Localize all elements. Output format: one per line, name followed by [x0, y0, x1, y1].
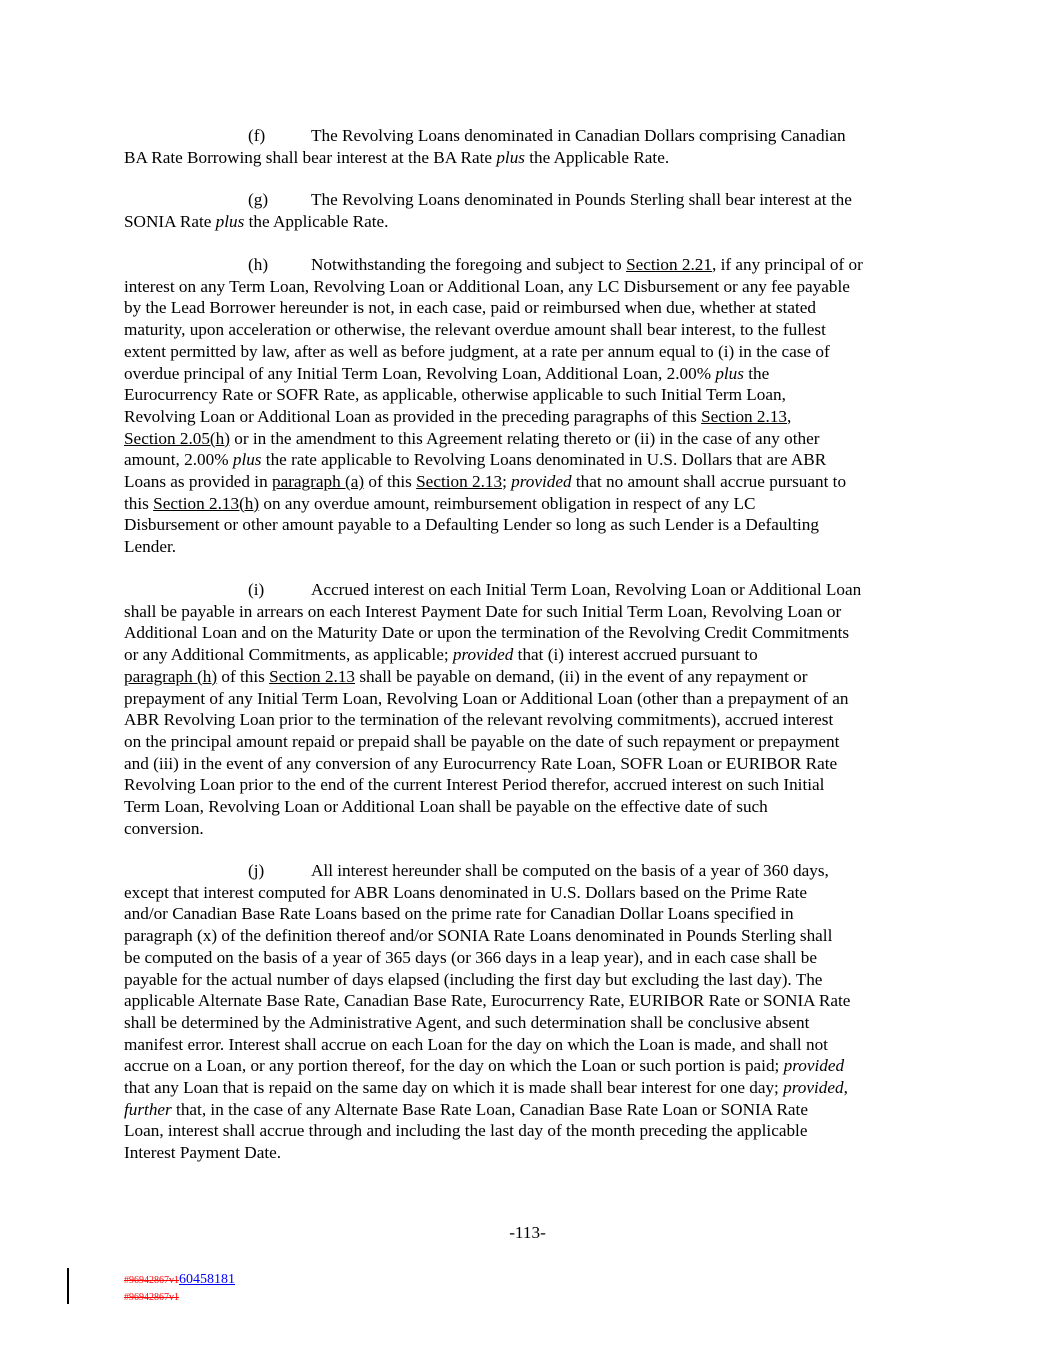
revision-change-bar: [67, 1268, 69, 1304]
section-reference: Section 2.13: [269, 666, 356, 686]
paragraph-label: (g): [248, 190, 269, 209]
paragraph-label: (j): [248, 861, 265, 880]
paragraph-i: (i) Accrued interest on each Initial Term Loan, Revolving Loan or Additional Loan shall be payable in arrears on each Interest Payment Date for such Initial Term Loan, Revolving Loan or Additional Loan and on the Maturity Date or upon the termination of the Revolving Credit Commitments or any Additional Commitments, as applicable; provided that (i) interest accrued pursuant to paragraph (h) of this Section 2.13 shall be payable on demand, (ii) in the event of any repayment or prepayment of any Initial Term Loan, Revolving Loan or Additional Loan (other than a prepayment of an ABR Revolving Loan prior to the termination of the relevant revolving commitments), accrued interest on the principal amount repaid or prepaid shall be payable on the date of such repayment or prepayment and (iii) in the event of any conversion of any Eurocurrency Rate Loan, SOFR Loan or EURIBOR Rate Revolving Loan prior to the end of the current Interest Period therefor, accrued interest on such Initial Term Loan, Revolving Loan or Additional Loan shall be payable on the effective date of such conversion.: [124, 580, 862, 838]
section-reference: Section 2.13: [416, 472, 503, 492]
section-reference: paragraph (h): [124, 666, 218, 686]
page-number: -113-: [509, 1223, 546, 1242]
paragraph-label: (i): [248, 580, 265, 599]
paragraph-j: (j) All interest hereunder shall be computed on the basis of a year of 360 days, except that interest computed for ABR Loans denominated in U.S. Dollars based on the Prime Rate and/or Canadian Base Rate Loans based on the prime rate for Canadian Dollar Loans specified in paragraph (x) of the definition thereof and/or SONIA Rate Loans denominated in Pounds Sterling shall be computed on the basis of a year of 365 days (or 366 days in a leap year), and in each case shall be payable for the actual number of days elapsed (including the first day but excluding the last day). The applicable Alternate Base Rate, Canadian Base Rate, Eurocurrency Rate, EURIBOR Rate or SONIA Rate shall be determined by the Administrative Agent, and such determination shall be conclusive absent manifest error. Interest shall accrue on each Loan for the day on which the Loan is made, and shall not accrue on a Loan, or any portion thereof, for the day on which the Loan or such portion is paid; provided that any Loan that is repaid on the same day on which it is made shall bear interest for one day; provided, further that, in the case of any Alternate Base Rate Loan, Canadian Base Rate Loan or SONIA Rate Loan, interest shall accrue through and including the last day of the month preceding the applicable Interest Payment Date.: [124, 861, 851, 1163]
paragraph-g: (g) The Revolving Loans denominated in Pounds Sterling shall bear interest at the SONIA Rate plus the Applicable Rate.: [124, 190, 852, 231]
paragraph-label: (f): [248, 126, 266, 145]
document-id-footer: [124, 1271, 235, 1305]
deleted-doc-id: #96942867v1: [124, 1275, 179, 1286]
paragraph-f: (f) The Revolving Loans denominated in Canadian Dollars comprising Canadian BA Rate Borrowing shall bear interest at the BA Rate plus the Applicable Rate.: [124, 126, 846, 167]
section-reference: Section 2.05(h): [124, 428, 230, 448]
section-reference: Section 2.13(h): [153, 493, 260, 513]
paragraph-label: (h): [248, 255, 269, 274]
section-reference: Section 2.13: [701, 406, 788, 426]
deleted-doc-id: #96942867v1: [124, 1292, 179, 1303]
paragraph-h: (h) Notwithstanding the foregoing and subject to Section 2.21, if any principal of or interest on any Term Loan, Revolving Loan or Additional Loan, any LC Disbursement or any fee payable by the Lead Borrower hereunder is not, in each case, paid or reimbursed when due, whether at stated maturity, upon acceleration or otherwise, the relevant overdue amount shall bear interest, to the fullest extent permitted by law, after as well as before judgment, at a rate per annum equal to (i) in the case of overdue principal of any Initial Term Loan, Revolving Loan, Additional Loan, 2.00% plus the Eurocurrency Rate or SOFR Rate, as applicable, otherwise applicable to such Initial Term Loan, Revolving Loan or Additional Loan as provided in the preceding paragraphs of this Section 2.13, Section 2.05(h) or in the amendment to this Agreement relating thereto or (ii) in the case of any other amount, 2.00% plus the rate applicable to Revolving Loans denominated in U.S. Dollars that are ABR Loans as provided in paragraph (a) of this Section 2.13; provided that no amount shall accrue pursuant to this Section 2.13(h) on any overdue amount, reimbursement obligation in respect of any LC Disbursement or other amount payable to a Defaulting Lender so long as such Lender is a Defaulting Lender.: [124, 255, 863, 557]
inserted-doc-id: 60458181: [179, 1272, 235, 1287]
section-reference: paragraph (a): [271, 472, 365, 492]
section-reference: Section 2.21: [626, 255, 712, 274]
